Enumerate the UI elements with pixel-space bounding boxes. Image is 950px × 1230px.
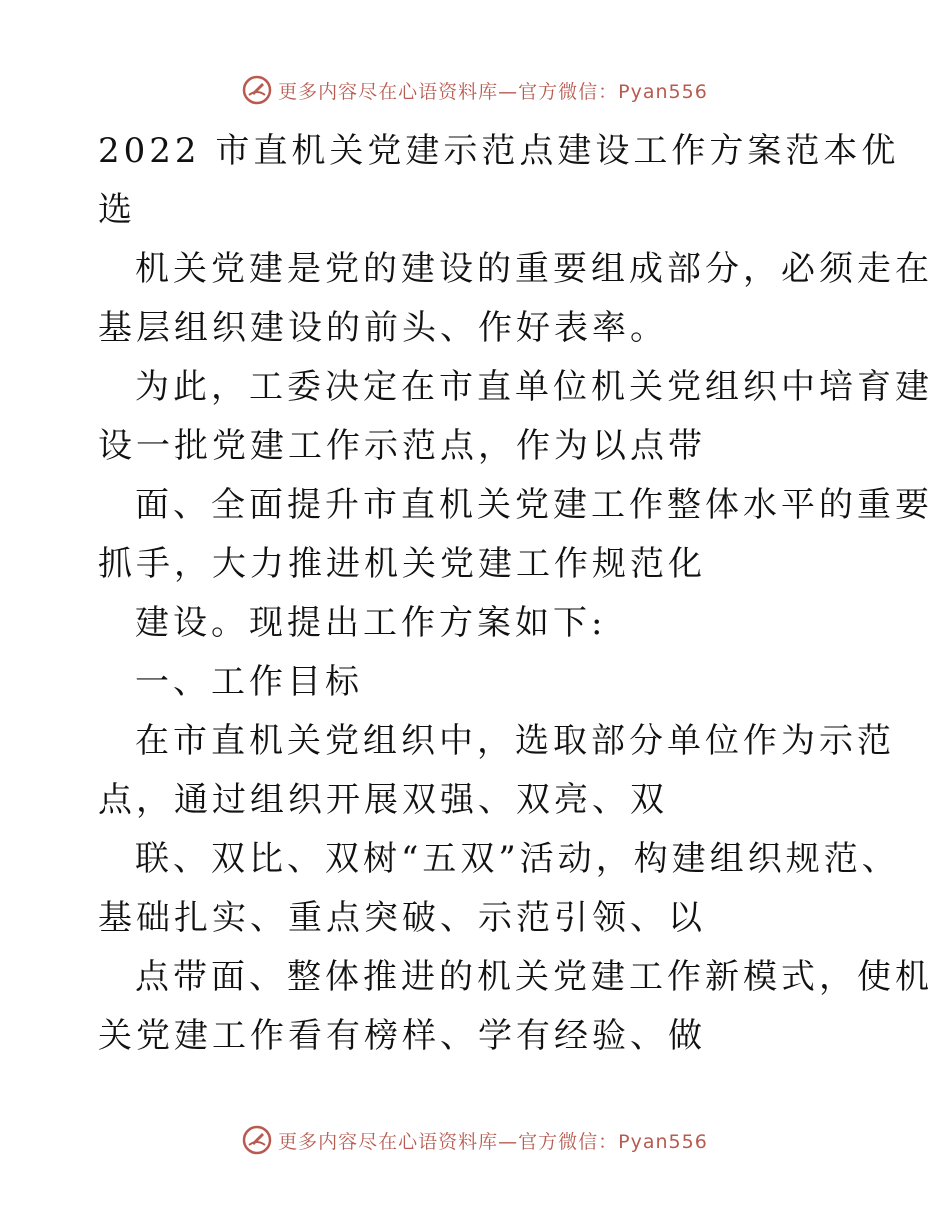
footer-banner <box>0 1120 950 1160</box>
doc-line: 建设。现提出工作方案如下: <box>135 603 607 643</box>
doc-line: 机关党建是党的建设的重要组成部分，必须走在 <box>135 249 933 289</box>
section-heading: 一、工作目标 <box>135 662 363 702</box>
footer-banner-text: 更多内容尽在心语资料库—官方微信：Pyan556 <box>278 1130 708 1153</box>
doc-line: 联、双比、双树“五双”活动，构建组织规范、 <box>135 839 900 879</box>
doc-line: 面、全面提升市直机关党建工作整体水平的重要 <box>135 485 933 525</box>
book-pen-logo-icon <box>242 1125 272 1155</box>
doc-line: 在市直机关党组织中，选取部分单位作为示范 <box>135 721 895 761</box>
header-banner-text: 更多内容尽在心语资料库—官方微信：Pyan556 <box>278 80 708 103</box>
doc-line: 关党建工作看有榜样、学有经验、做 <box>98 1016 706 1056</box>
doc-line: 点，通过组织开展双强、双亮、双 <box>98 780 668 820</box>
doc-line: 抓手，大力推进机关党建工作规范化 <box>98 544 706 584</box>
document-body <box>98 122 933 1066</box>
header-banner <box>0 70 950 110</box>
doc-line: 为此，工委决定在市直单位机关党组织中培育建 <box>135 367 933 407</box>
doc-line: 基础扎实、重点突破、示范引领、以 <box>98 898 706 938</box>
doc-line: 设一批党建工作示范点，作为以点带 <box>98 426 706 466</box>
book-pen-logo-icon <box>242 75 272 105</box>
doc-line: 基层组织建设的前头、作好表率。 <box>98 308 668 348</box>
doc-title-line-2: 选 <box>98 190 136 230</box>
doc-title-line-1: 2022 市直机关党建示范点建设工作方案范本优 <box>98 131 900 171</box>
doc-line: 点带面、整体推进的机关党建工作新模式，使机 <box>135 957 933 997</box>
